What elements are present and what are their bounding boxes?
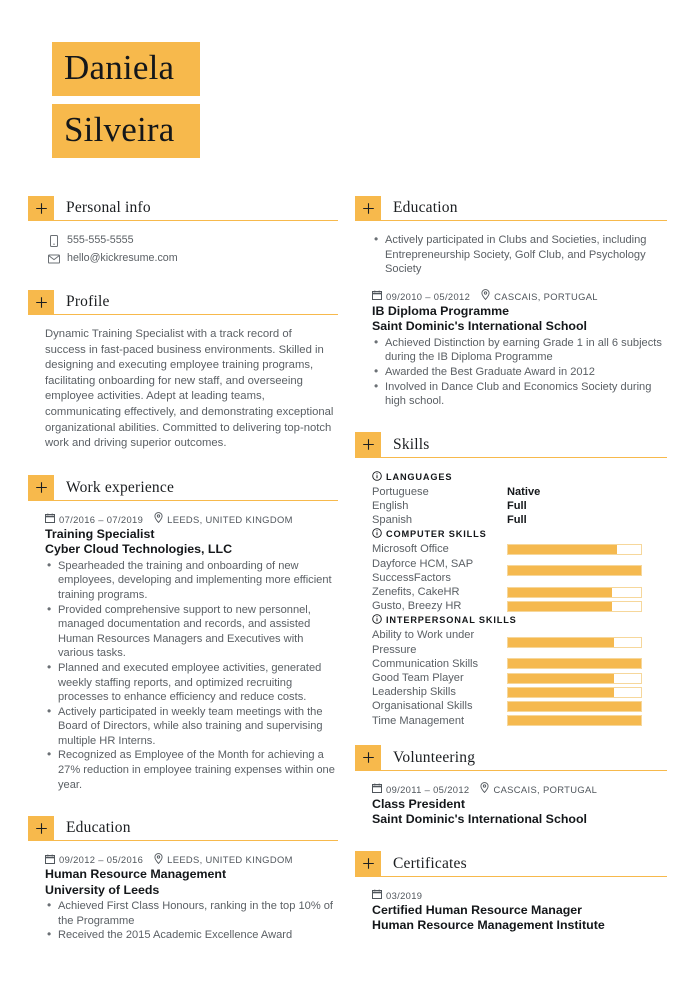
skill-bar xyxy=(507,687,642,698)
skill-bar-cell xyxy=(507,715,667,726)
calendar-icon xyxy=(372,287,382,305)
skill-group-header-interpersonal-skills xyxy=(372,613,667,627)
entry-certificate-name: Certified Human Resource Manager xyxy=(372,902,583,917)
section-header-profile xyxy=(28,290,338,315)
plus-icon[interactable] xyxy=(28,475,54,500)
skill-row xyxy=(372,485,667,499)
skill-bar xyxy=(507,673,642,684)
skill-bar xyxy=(507,715,642,726)
skill-bar xyxy=(507,701,642,712)
education-lead-bullets xyxy=(355,233,667,277)
left-column xyxy=(28,196,338,947)
skill-name: Ability to Work under Pressure xyxy=(372,629,475,656)
calendar-icon xyxy=(45,510,55,528)
section-profile xyxy=(28,290,338,452)
skill-bar-fill xyxy=(508,716,641,725)
skill-bar-cell xyxy=(507,637,667,648)
section-header-personal-info xyxy=(28,196,338,221)
plus-icon[interactable] xyxy=(355,851,381,876)
entry-bullets xyxy=(45,559,338,793)
skill-group-header-languages xyxy=(372,470,667,484)
skill-bar-fill xyxy=(508,566,641,575)
skill-bar-fill xyxy=(508,702,641,711)
section-education-right xyxy=(355,196,667,409)
skill-group-name: COMPUTER SKILLS xyxy=(386,529,487,540)
skill-name: Communication Skills xyxy=(372,657,479,670)
entry-dates: 09/2011 – 05/2012 xyxy=(386,783,470,795)
calendar-icon xyxy=(372,780,382,798)
entry-meta xyxy=(372,889,667,902)
section-volunteering xyxy=(355,746,667,828)
section-title: Personal info xyxy=(66,199,151,216)
entry-dates: 03/2019 xyxy=(386,889,423,901)
entry-bullets xyxy=(372,336,667,409)
skill-group-name: LANGUAGES xyxy=(386,471,453,482)
plus-icon[interactable] xyxy=(28,196,54,221)
info-icon xyxy=(372,611,382,629)
section-work-experience xyxy=(28,476,338,793)
plus-icon[interactable] xyxy=(355,196,381,221)
skill-bar-cell xyxy=(507,601,667,612)
plus-icon[interactable] xyxy=(355,432,381,457)
section-header-volunteering xyxy=(355,746,667,771)
volunteering-entry xyxy=(355,783,667,828)
skill-row xyxy=(372,671,667,685)
skill-bar-fill xyxy=(508,602,612,611)
section-header-certificates xyxy=(355,852,667,877)
list-item: • Recognized as Employee of the Month for achieving a 27% reduction in employee training expenses within one year. xyxy=(45,748,338,792)
work-entry xyxy=(28,513,338,793)
education-entry xyxy=(28,853,338,943)
list-item: • Achieved First Class Honours, ranking in the top 10% of the Programme xyxy=(45,899,338,928)
entry-dates: 09/2010 – 05/2012 xyxy=(386,290,471,302)
contact-list xyxy=(28,233,338,266)
skill-bar xyxy=(507,565,642,576)
skill-name: Good Team Player xyxy=(372,671,464,684)
section-title: Skills xyxy=(393,435,430,453)
location-pin-icon xyxy=(154,510,163,528)
right-column xyxy=(355,196,667,938)
skill-bar xyxy=(507,587,642,598)
phone-icon xyxy=(48,235,60,247)
skill-name: Spanish xyxy=(372,514,413,527)
skill-bar-fill xyxy=(508,638,614,647)
section-title: Volunteering xyxy=(393,748,476,766)
certificate-entry xyxy=(355,889,667,934)
section-education-left xyxy=(28,816,338,943)
section-title: Certificates xyxy=(393,854,467,872)
skill-bar-cell xyxy=(507,544,667,555)
info-icon xyxy=(372,468,382,486)
email-value: hello@kickresume.com xyxy=(67,252,178,264)
skill-name: Time Management xyxy=(372,714,465,727)
section-title: Profile xyxy=(66,293,110,310)
entry-location: CASCAIS, PORTUGAL xyxy=(493,783,598,795)
entry-location: LEEDS, UNITED KINGDOM xyxy=(167,854,293,866)
section-header-education-left xyxy=(28,816,338,841)
entry-meta xyxy=(45,513,338,526)
entry-location: CASCAIS, PORTUGAL xyxy=(494,290,598,302)
skill-level: Native xyxy=(507,485,541,498)
list-item: • Planned and executed employee activities, generated weekly staffing reports, and optimized recruiting processes to enhance efficiency and reduce costs. xyxy=(45,661,338,705)
section-personal-info xyxy=(28,196,338,266)
skill-name: English xyxy=(372,499,409,512)
skill-group-name: INTERPERSONAL SKILLS xyxy=(386,615,517,626)
section-title: Education xyxy=(66,819,131,837)
section-certificates xyxy=(355,852,667,934)
skill-row xyxy=(372,585,667,599)
skill-row xyxy=(372,499,667,513)
skill-name: Gusto, Breezy HR xyxy=(372,600,462,613)
skill-name: Leadership Skills xyxy=(372,686,456,699)
skill-bar-cell xyxy=(507,658,667,669)
skill-name: Zenefits, CakeHR xyxy=(372,585,460,598)
email-icon xyxy=(48,253,60,265)
list-item: • Actively participated in Clubs and Societies, including Entrepreneurship Society, Golf Club, and Psychology Society xyxy=(372,233,667,277)
info-icon xyxy=(372,525,382,543)
section-title: Work experience xyxy=(66,478,175,496)
section-header-education-right xyxy=(355,196,667,221)
skill-name: Organisational Skills xyxy=(372,700,473,713)
education-entry xyxy=(355,290,667,409)
list-item: • Awarded the Best Graduate Award in 2012 xyxy=(372,365,667,380)
phone-value: 555-555-5555 xyxy=(67,234,134,246)
location-pin-icon xyxy=(480,780,489,798)
profile-text: Dynamic Training Specialist with a track record of success in fast-paced business environments. Skilled in designing and executing employee training programs, facilitating onboarding for new staff, and overseeing employee activities. Adept at leading teams, communicating effectively, and demonstrating exceptional organizational abilities. Committed to delivering top-notch work and driving superior outcomes. xyxy=(45,328,334,450)
entry-school: University of Leeds xyxy=(45,882,160,897)
entry-dates: 09/2012 – 05/2016 xyxy=(59,854,144,866)
skill-bar-fill xyxy=(508,659,641,668)
skill-bar-fill xyxy=(508,545,617,554)
list-item: • Provided comprehensive support to new personnel, managed documentation and records, and assisted Human Resources Managers and Executives with various tasks. xyxy=(45,603,338,661)
skill-bar xyxy=(507,658,642,669)
entry-location: LEEDS, UNITED KINGDOM xyxy=(167,513,293,525)
skill-level: Full xyxy=(507,499,527,512)
skill-level: Full xyxy=(507,514,527,527)
entry-degree: IB Diploma Programme xyxy=(372,303,510,318)
skill-bar-fill xyxy=(508,588,612,597)
skill-row xyxy=(372,714,667,728)
skill-row xyxy=(372,542,667,556)
entry-job-title: Training Specialist xyxy=(45,526,155,541)
skill-row xyxy=(372,599,667,613)
skill-group-header-computer-skills xyxy=(372,527,667,541)
location-pin-icon xyxy=(154,851,163,869)
entry-school: Saint Dominic's International School xyxy=(372,319,587,334)
skills-list xyxy=(355,470,667,728)
calendar-icon xyxy=(372,886,382,904)
location-pin-icon xyxy=(481,287,490,305)
skill-bar-cell xyxy=(507,701,667,712)
skill-row xyxy=(372,657,667,671)
entry-meta xyxy=(372,783,667,796)
list-item: • Received the 2015 Academic Excellence Award xyxy=(45,928,338,943)
skill-name: Microsoft Office xyxy=(372,543,449,556)
skill-name: Dayforce HCM, SAP SuccessFactors xyxy=(372,557,473,584)
skill-bar xyxy=(507,637,642,648)
entry-company: Cyber Cloud Technologies, LLC xyxy=(45,542,233,557)
skill-row xyxy=(372,557,667,585)
list-item: • Involved in Dance Club and Economics Society during high school. xyxy=(372,380,667,409)
entry-meta xyxy=(45,853,338,866)
entry-degree: Human Resource Management xyxy=(45,867,227,882)
skill-row xyxy=(372,513,667,527)
plus-icon[interactable] xyxy=(355,745,381,770)
skill-bar-cell xyxy=(507,565,667,576)
skill-bar xyxy=(507,601,642,612)
section-header-work-experience xyxy=(28,476,338,501)
entry-role: Class President xyxy=(372,796,465,811)
plus-icon[interactable] xyxy=(28,816,54,841)
skill-row xyxy=(372,685,667,699)
skill-row xyxy=(372,628,667,656)
skill-bar-cell xyxy=(507,587,667,598)
section-title: Education xyxy=(393,199,458,216)
entry-dates: 07/2016 – 07/2019 xyxy=(59,513,144,525)
candidate-name xyxy=(52,42,200,166)
skill-bar-fill xyxy=(508,688,614,697)
calendar-icon xyxy=(45,851,55,869)
contact-item-phone xyxy=(48,233,338,248)
entry-bullets xyxy=(45,899,338,943)
first-name: Daniela xyxy=(52,42,200,96)
section-header-skills xyxy=(355,433,667,458)
contact-item-email xyxy=(48,251,338,266)
entry-issuer: Human Resource Management Institute xyxy=(372,918,605,933)
skill-name: Portuguese xyxy=(372,485,429,498)
list-item: • Actively participated in weekly team meetings with the Board of Directors, while also training and supervising multiple HR Interns. xyxy=(45,705,338,749)
skill-bar xyxy=(507,544,642,555)
last-name: Silveira xyxy=(52,104,200,158)
skill-row xyxy=(372,699,667,713)
list-item: • Achieved Distinction by earning Grade 1 in all 6 subjects during the IB Diploma Programme xyxy=(372,336,667,365)
entry-meta xyxy=(372,290,667,303)
skill-bar-cell xyxy=(507,687,667,698)
section-skills xyxy=(355,433,667,728)
plus-icon[interactable] xyxy=(28,290,54,315)
list-item: • Spearheaded the training and onboarding of new employees, developing and implementing more efficient training programs. xyxy=(45,559,338,603)
skill-bar-cell xyxy=(507,673,667,684)
entry-organization: Saint Dominic's International School xyxy=(372,812,587,827)
skill-bar-fill xyxy=(508,674,614,683)
